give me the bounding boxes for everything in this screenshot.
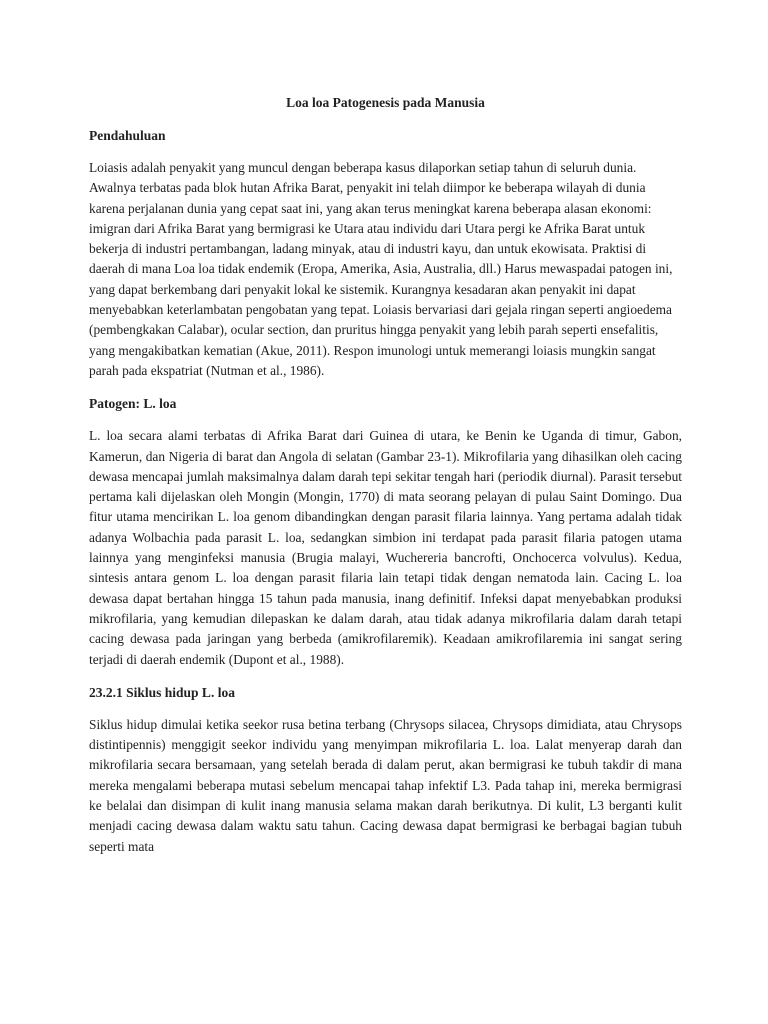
paragraph-siklus-hidup: Siklus hidup dimulai ketika seekor rusa betina terbang (Chrysops silacea, Chrysops dimidiata, atau Chrysops distintipennis) menggigit seekor individu yang menyimpan mikrofilaria L. loa. Lalat menyerap darah dan mikrofilaria secara bersamaan, yang setelah berada di dalam perut, akan bermigrasi ke tubuh takdir di mana mereka mengalami beberapa mutasi sebelum mencapai tahap infektif L3. Pada tahap ini, mereka bermigrasi ke belalai dan disimpan di kulit inang manusia selama makan darah berikutnya. Di kulit, L3 berganti kulit menjadi cacing dewasa dalam waktu satu tahun. Cacing dewasa dapat bermigrasi ke berbagai bagian tubuh seperti mata [89,716,682,854]
paragraph-patogen: L. loa secara alami terbatas di Afrika Barat dari Guinea di utara, ke Benin ke Uganda di timur, Gabon, Kamerun, dan Nigeria di barat dan Angola di selatan (Gambar 23-1). Mikrofilaria yang dihasilkan oleh cacing dewasa mencapai jumlah maksimalnya dalam darah tepi sekitar tengah hari (periodik diurnal). Parasit tersebut pertama kali dijelaskan oleh Mongin (Mongin, 1770) di mata seorang pelayan di pulau Saint Domingo. Dua fitur utama mencirikan L. loa genom dibandingkan dengan parasit filaria lainnya. Yang pertama adalah tidak adanya Wolbachia pada parasit L. loa, sedangkan simbion ini terdapat pada parasit filaria patogen utama lainnya yang menginfeksi manusia (Brugia malayi, Wuchereria bancrofti, Onchocerca volvulus). Kedua, sintesis antara genom L. loa dengan parasit filaria lain tetapi tidak dengan nematoda lain. Cacing L. loa dewasa dapat bertahan hingga 15 tahun pada manusia, inang definitif. Infeksi dapat menyebabkan produksi mikrofilaria, yang kemudian dilepaskan ke dalam darah, atau tidak adanya mikrofilaria dalam darah tetapi cacing dewasa pada jaringan yang berbeda (amikrofilaremik). Keadaan amikrofilaremia ini sangat sering terjadi di daerah endemik (Dupont et al., 1988). [89,428,682,667]
document-title: Loa loa Patogenesis pada Manusia [286,95,485,110]
section-heading-siklus-hidup: 23.2.1 Siklus hidup L. loa [89,684,235,700]
document-body [89,93,682,870]
section-heading-pendahuluan: Pendahuluan [89,128,166,143]
paragraph-pendahuluan: Loiasis adalah penyakit yang muncul dengan beberapa kasus dilaporkan setiap tahun di seluruh dunia. Awalnya terbatas pada blok hutan Afrika Barat, penyakit ini telah diimpor ke beberapa wilayah di dunia karena perjalanan dunia yang cepat saat ini, yang akan terus meningkat karena beberapa alasan ekonomi: imigran dari Afrika Barat yang bermigrasi ke Utara atau individu dari Utara pergi ke Afrika Barat untuk bekerja di industri pertambangan, ladang minyak, atau di industri kayu, dan untuk ekowisata. Praktisi di daerah di mana Loa loa tidak endemik (Eropa, Amerika, Asia, Australia, dll.) Harus mewaspadai patogen ini, yang dapat berkembang dari penyakit lokal ke sistemik. Kurangnya kesadaran akan penyakit ini dapat menyebabkan keterlambatan pengobatan yang tepat. Loiasis bervariasi dari gejala ringan seperti angioedema (pembengkakan Calabar), ocular section, dan pruritus hingga penyakit yang lebih parah seperti ensefalitis, yang mengakibatkan kematian (Akue, 2011). Respon imunologi untuk memerangi loiasis mungkin sangat parah pada ekspatriat (Nutman et al., 1986). [89,160,673,378]
section-heading-patogen: Patogen: L. loa [89,396,177,412]
